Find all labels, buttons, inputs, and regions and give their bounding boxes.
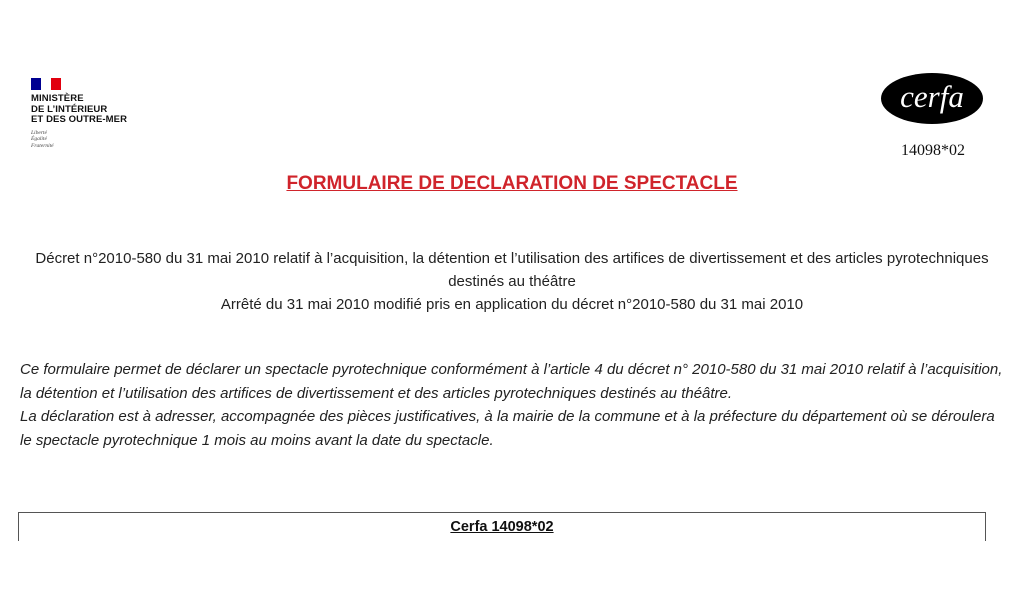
form-title: FORMULAIRE DE DECLARATION DE SPECTACLE xyxy=(286,173,738,194)
cerfa-logo-text: cerfa xyxy=(900,79,964,114)
motto-line: Fraternité xyxy=(31,142,54,149)
page-cut-off xyxy=(0,541,1024,597)
form-section-title: Cerfa 14098*02 xyxy=(450,519,554,535)
decree-line: Décret n°2010-580 du 31 mai 2010 relatif à l’acquisition, la détention et l’utilisation des artifices de divertissement et des articles pyrotechniques destinés au théâtre xyxy=(35,250,989,290)
motto-line: Liberté xyxy=(31,129,47,136)
intro-paragraph: La déclaration est à adresser, accompagnée des pièces justificatives, à la mairie de la commune et à la préfecture du département où se déroulera le spectacle pyrotechnique 1 mois au moins avant la date du spectacle. xyxy=(20,408,995,449)
ministry-name-line: DE L’INTÉRIEUR xyxy=(31,103,108,115)
ministry-name-line: ET DES OUTRE-MER xyxy=(31,114,128,125)
republic-motto xyxy=(31,130,161,150)
cerfa-logo xyxy=(881,73,983,124)
french-flag-icon xyxy=(31,78,61,90)
decree-references xyxy=(30,247,994,316)
arrete-line: Arrêté du 31 mai 2010 modifié pris en application du décret n°2010-580 du 31 mai 2010 xyxy=(220,296,804,313)
ministry-logo xyxy=(31,78,161,149)
intro-paragraph: Ce formulaire permet de déclarer un spectacle pyrotechnique conformément à l’article 4 du décret n° 2010-580 du 31 mai 2010 relatif à l’acquisition, la détention et l’utilisation des artifices de divertissement et des articles pyrotechniques destinés au théâtre. xyxy=(20,361,1003,402)
motto-line: Égalité xyxy=(31,136,47,142)
ministry-name xyxy=(31,94,161,126)
cerfa-number: 14098*02 xyxy=(901,142,965,159)
intro-text xyxy=(20,358,1004,452)
ministry-name-line: MINISTÈRE xyxy=(31,93,84,104)
